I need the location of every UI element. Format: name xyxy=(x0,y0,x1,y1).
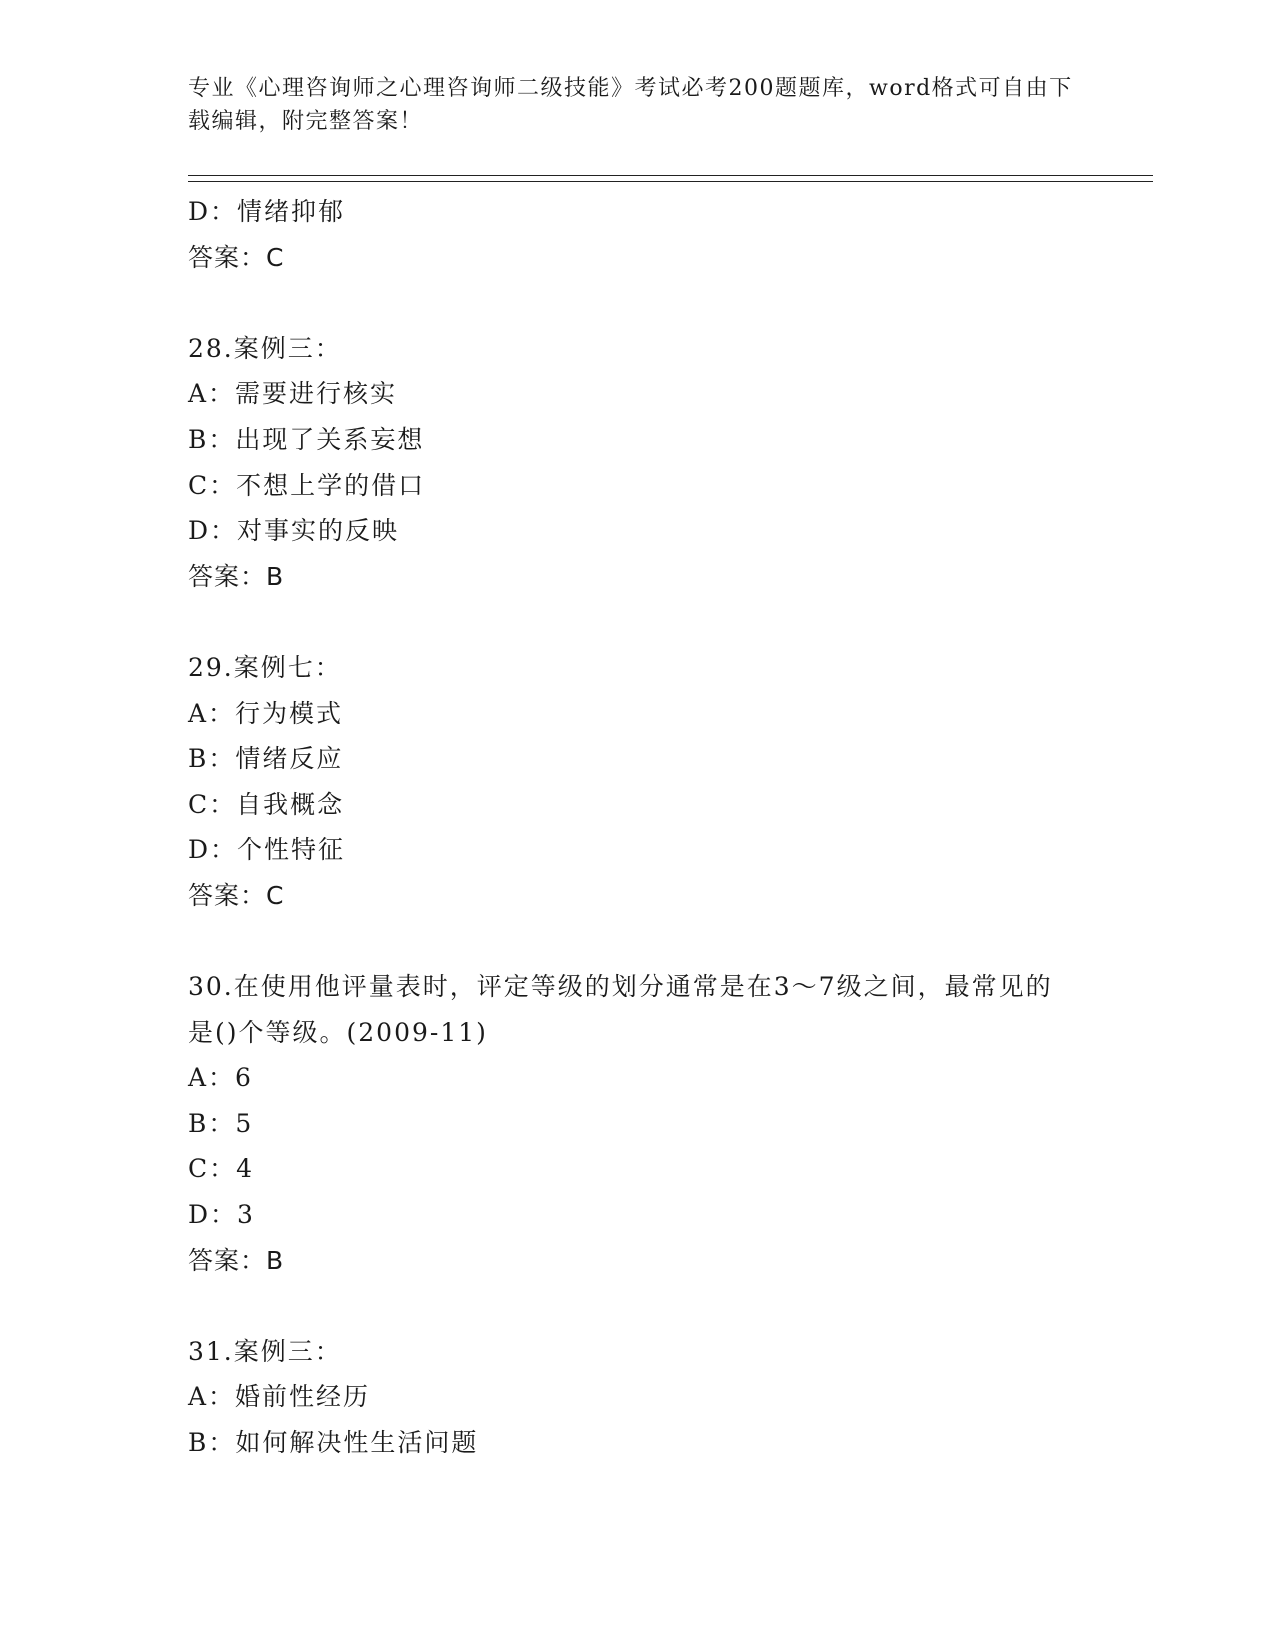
answer-line: 答案：B xyxy=(188,561,285,591)
spacer xyxy=(188,1283,1088,1329)
option-c: C：不想上学的借口 xyxy=(188,470,426,500)
document-header: 专业《心理咨询师之心理咨询师二级技能》考试必考200题题库，word格式可自由下载编辑，附完整答案！ xyxy=(188,76,1073,134)
spacer xyxy=(188,280,1088,326)
question-stem: 28.案例三： xyxy=(188,333,342,363)
option-a: A：婚前性经历 xyxy=(188,1382,371,1412)
answer-line: 答案：C xyxy=(188,880,285,910)
question-block xyxy=(188,1329,1088,1466)
question-stem: 29.案例七： xyxy=(188,652,342,682)
option-d: D：3 xyxy=(188,1200,255,1230)
spacer xyxy=(188,919,1088,965)
question-block xyxy=(188,326,1088,600)
question-stem: 30.在使用他评量表时，评定等级的划分通常是在3～7级之间，最常见的是()个等级。(2009-11) xyxy=(188,972,1053,1047)
option-a: A：需要进行核实 xyxy=(188,379,398,409)
option-b: B：情绪反应 xyxy=(188,744,344,774)
spacer xyxy=(188,599,1088,645)
option-b: B：出现了关系妄想 xyxy=(188,424,425,454)
question-block xyxy=(188,964,1088,1283)
option-d: D：对事实的反映 xyxy=(188,516,400,546)
option-a: A：6 xyxy=(188,1063,253,1093)
header-divider-top xyxy=(188,175,1153,176)
option-b: B：5 xyxy=(188,1108,254,1138)
answer-line: 答案：C xyxy=(188,242,285,272)
option-d: D：情绪抑郁 xyxy=(188,197,346,226)
option-d: D：个性特征 xyxy=(188,835,346,865)
header-divider-bottom xyxy=(188,181,1153,182)
answer-line: 答案：B xyxy=(188,1245,285,1275)
option-c: C：自我概念 xyxy=(188,789,345,819)
option-c: C：4 xyxy=(188,1154,255,1184)
question-list xyxy=(188,189,1088,1466)
question-stem: 31.案例三： xyxy=(188,1336,342,1366)
option-a: A：行为模式 xyxy=(188,698,344,728)
option-b: B：如何解决性生活问题 xyxy=(188,1428,479,1458)
question-block xyxy=(188,645,1088,919)
